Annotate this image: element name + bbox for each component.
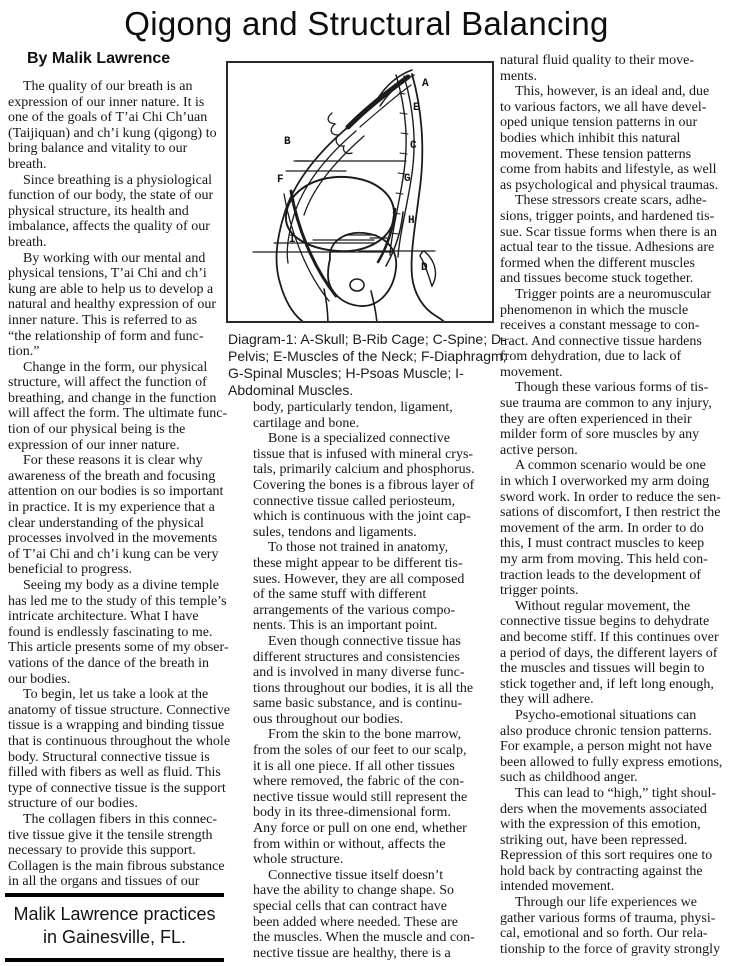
text-line: from dehydration, due to lack of: [500, 349, 682, 365]
text-line: Bone is a specialized connective: [268, 431, 450, 447]
diagram-caption: [228, 331, 518, 399]
text-line: natural and healthy expression of our: [8, 297, 216, 313]
text-line: receives a constant message to con-: [500, 318, 700, 334]
column-right: [500, 53, 730, 957]
text-line: ders when the movements associated: [500, 801, 707, 817]
column-left: [8, 79, 231, 890]
text-line: movement.: [500, 364, 563, 380]
text-line: oped unique tension patterns in our: [500, 115, 698, 131]
text-line: clear understanding of the physical: [8, 515, 204, 531]
text-line: tissue that is infused with mineral crys-: [253, 446, 474, 462]
text-line: movement of the arm. In order to do: [500, 520, 704, 536]
text-line: breath.: [8, 234, 47, 250]
text-line: also produce chronic tension patterns.: [500, 723, 712, 739]
caption-line: Diagram-1: A-Skull; B-Rib Cage; C-Spine; D-: [228, 331, 506, 347]
text-line: this, I must contract muscles to keep: [500, 536, 705, 552]
text-line: our bodies.: [8, 671, 71, 687]
text-line: sword work. In order to reduce the sen-: [500, 489, 721, 505]
text-line: gather various forms of trauma, physi-: [500, 910, 716, 926]
footer-line: Malik Lawrence practices: [13, 904, 216, 924]
text-line: ments.: [500, 68, 537, 84]
text-line: breath.: [8, 156, 47, 172]
text-line: intricate architecture. What I have: [8, 609, 199, 625]
figure-stroke: [371, 291, 377, 321]
diagram-label-A: A: [422, 78, 429, 90]
text-line: cal, emotional and so forth. Our rela-: [500, 926, 708, 942]
text-line: Covering the bones is a fibrous layer of: [253, 477, 475, 493]
text-line: and is involved in many diverse func-: [253, 665, 465, 681]
text-line: awareness of the breath and focusing: [8, 468, 216, 484]
text-line: these might appear to be different tis-: [253, 555, 463, 571]
text-line: connective tissue begins to dehydrate: [500, 614, 710, 630]
text-line: Trigger points are a neuromuscular: [515, 286, 712, 302]
text-line: The quality of our breath is an: [23, 79, 193, 94]
text-line: tion of our physical being is the: [8, 422, 186, 438]
text-line: which is continuous with the joint cap-: [253, 509, 471, 525]
text-line: This article presents some of my obser-: [8, 640, 229, 656]
text-line: (Taijiquan) and ch’i kung (qigong) to: [8, 125, 217, 141]
text-line: The collagen fibers in this connec-: [23, 811, 217, 827]
text-line: This, however, is an ideal and, due: [515, 84, 710, 100]
text-line: whole structure.: [253, 852, 344, 868]
text-line: imbalance, affects the quality of our: [8, 219, 210, 235]
text-line: function of our body, the state of our: [8, 188, 214, 204]
torso-illustration: [228, 63, 492, 321]
diagram-label-G: G: [404, 173, 411, 185]
text-line: they are often experienced in their: [500, 411, 692, 427]
text-line: For these reasons it is clear why: [23, 453, 203, 469]
text-line: vations of the dance of the breath in: [8, 655, 209, 671]
article-title: Qigong and Structural Balancing: [124, 5, 609, 42]
text-line: Repression of this sort requires one to: [500, 848, 713, 864]
text-line: actual tear to the tissue. Adhesions are: [500, 240, 715, 256]
column-middle: [253, 400, 475, 961]
text-line: in which I overworked my arm doing: [500, 474, 710, 490]
caption-line: G-Spinal Muscles; H-Psoas Muscle; I-: [228, 365, 464, 381]
diagram-label-F: F: [277, 174, 284, 186]
figure-stroke: [350, 279, 364, 291]
text-line: from within or without, affects the: [253, 836, 446, 852]
text-line: attention on our bodies is so important: [8, 484, 224, 500]
text-line: the muscles. When the muscle and con-: [253, 930, 475, 946]
text-line: tract. And connective tissue hardens: [500, 333, 702, 349]
text-line: sations of discomfort, I then restrict the: [500, 505, 721, 521]
text-line: sue trauma are common to any injury,: [500, 396, 712, 412]
author-footer: [5, 893, 224, 962]
text-line: Psycho-emotional situations can: [515, 707, 697, 723]
text-line: Even though connective tissue has: [268, 633, 461, 649]
text-line: sues. However, they are all composed: [253, 571, 465, 587]
text-line: beneficial to progress.: [8, 562, 133, 578]
text-line: tions throughout our bodies, it is all the: [253, 680, 474, 696]
text-line: tissue is a wrapping and binding tissue: [8, 718, 225, 734]
diagram-label-B: B: [284, 136, 291, 148]
text-line: Connective tissue itself doesn’t: [268, 867, 444, 883]
text-line: connective tissue called periosteum,: [253, 493, 456, 509]
text-line: nective tissue are healthy, there is a: [253, 945, 451, 961]
text-line: expression of our inner nature.: [8, 437, 180, 453]
text-line: striking out, have been repressed.: [500, 832, 688, 848]
text-line: such as childhood anger.: [500, 770, 638, 786]
text-line: sules, tendons and ligaments.: [253, 524, 417, 540]
text-line: nents. This is an important point.: [253, 618, 438, 634]
text-line: hold back by contracting against the: [500, 863, 703, 879]
text-line: of the same stuff with different: [253, 587, 427, 603]
text-line: intended movement.: [500, 879, 615, 895]
text-line: necessary to provide this support.: [8, 843, 196, 859]
text-line: By working with our mental and: [23, 250, 206, 266]
text-line: Through our life experiences we: [515, 895, 697, 911]
text-line: A common scenario would be one: [515, 458, 706, 474]
text-line: For example, a person might not have: [500, 739, 712, 755]
caption-line: Abdominal Muscles.: [228, 382, 354, 398]
text-line: tionship to the force of gravity strongly: [500, 941, 721, 957]
text-line: anatomy of tissue structure. Connective: [8, 702, 230, 718]
text-line: to various factors, we all have devel-: [500, 99, 707, 115]
text-line: found is endlessly fascinating to me.: [8, 624, 213, 640]
text-line: that is continuous throughout the whole: [8, 733, 231, 749]
text-line: the muscles and tissues will begin to: [500, 661, 705, 677]
text-line: To begin, let us take a look at the: [23, 687, 209, 703]
text-line: trigger points.: [500, 583, 579, 599]
text-line: come from habits and lifestyle, as well: [500, 162, 717, 178]
text-line: tive tissue give it the tensile strength: [8, 827, 213, 843]
text-line: bodies which inhibit this natural: [500, 130, 681, 146]
text-line: expression of our inner nature. It is: [8, 94, 205, 110]
text-line: traction leads to the development of: [500, 567, 701, 583]
text-line: they will adhere.: [500, 692, 594, 708]
text-line: will affect the form. The ultimate func-: [8, 406, 228, 422]
text-line: structure, will affect the function of: [8, 375, 207, 391]
text-line: with the expression of this emotion,: [500, 817, 701, 833]
text-line: physical structure, its health and: [8, 203, 189, 219]
text-line: Seeing my body as a divine temple: [23, 578, 219, 593]
text-line: Without regular movement, the: [515, 598, 691, 614]
text-line: it is all one piece. If all other tissues: [253, 758, 455, 774]
text-line: body, particularly tendon, ligament,: [253, 400, 453, 415]
text-line: and tissues become stuck together.: [500, 271, 694, 287]
text-line: kung are able to help us to develop a: [8, 281, 214, 297]
text-line: from the soles of our feet to our scalp,: [253, 743, 467, 759]
text-line: and become stiff. If this continues over: [500, 629, 719, 645]
text-line: “the relationship of form and func-: [8, 328, 204, 344]
text-line: structure of our bodies.: [8, 796, 138, 812]
text-line: been allowed to fully express emotions,: [500, 754, 723, 770]
text-line: in practice. It is my experience that a: [8, 500, 215, 516]
text-line: arrangements of the various compo-: [253, 602, 456, 618]
text-line: Though these various forms of tis-: [515, 380, 709, 396]
text-line: From the skin to the bone marrow,: [268, 727, 462, 743]
text-line: ous throughout our bodies.: [253, 711, 404, 727]
text-line: stick together and, if left long enough,: [500, 676, 714, 692]
text-line: Any force or pull on one end, whether: [253, 821, 467, 837]
diagram-label-D: D: [421, 262, 428, 274]
figure-stroke: [304, 136, 364, 215]
text-line: one of the goals of T’ai Chi Ch’uan: [8, 110, 208, 126]
text-line: been added where needed. These are: [253, 914, 458, 930]
text-line: my arm from moving. This held con-: [500, 552, 708, 567]
text-line: has led me to the study of this temple’s: [8, 593, 227, 609]
text-line: This can lead to “high,” tight shoul-: [515, 785, 717, 801]
text-line: tals, primarily calcium and phosphorus.: [253, 462, 475, 478]
text-line: movement. These tension patterns: [500, 146, 692, 162]
byline: By Malik Lawrence: [27, 50, 171, 67]
footer-line: in Gainesville, FL.: [42, 927, 187, 947]
text-line: inner nature. This is referred to as: [8, 312, 198, 328]
text-line: phenomenon in which the muscle: [500, 302, 689, 318]
text-line: body in its three-dimensional form.: [253, 805, 451, 821]
text-line: nective tissue would still represent the: [253, 789, 468, 805]
text-line: type of connective tissue is the support: [8, 780, 226, 796]
text-line: processes involved in the movements: [8, 531, 218, 547]
text-line: a period of days, the different layers of: [500, 645, 718, 661]
text-line: different structures and consistencies: [253, 649, 460, 665]
text-line: milder form of sore muscles by any: [500, 427, 700, 443]
text-line: have the ability to change shape. So: [253, 883, 454, 899]
caption-line: Pelvis; E-Muscles of the Neck; F-Diaphragm;: [228, 348, 507, 364]
text-line: body. Structural connective tissue is: [8, 749, 210, 765]
text-line: tion.”: [8, 344, 40, 360]
text-line: of T’ai Chi and ch’i kung can be very: [8, 546, 219, 562]
diagram-label-I: I: [289, 234, 296, 246]
text-line: breathing, and change in the function: [8, 390, 217, 406]
text-line: formed when the different muscles: [500, 255, 695, 271]
text-line: physical tensions, T’ai Chi and ch’i: [8, 266, 207, 282]
text-line: active person.: [500, 442, 578, 458]
text-line: Collagen is the main fibrous substance: [8, 858, 225, 874]
diagram-label-C: C: [410, 140, 417, 152]
text-line: These stressors create scars, adhe-: [515, 193, 707, 209]
anatomy-diagram-box: [226, 61, 494, 323]
diagram-label-H: H: [408, 215, 415, 227]
text-line: special cells that can contract have: [253, 899, 447, 914]
diagram-label-E: E: [413, 102, 420, 114]
text-line: where removed, the fabric of the con-: [253, 774, 465, 790]
text-line: as psychological and physical traumas.: [500, 177, 719, 193]
text-line: bring balance and vitality to our: [8, 141, 188, 157]
figure-stroke: [324, 289, 328, 321]
text-line: natural fluid quality to their move-: [500, 53, 695, 68]
text-line: in all the organs and tissues of our: [8, 874, 200, 890]
text-line: To those not trained in anatomy,: [268, 540, 449, 556]
text-line: cartilage and bone.: [253, 415, 360, 431]
text-line: Since breathing is a physiological: [23, 172, 212, 188]
text-line: filled with fibers as well as fluid. This: [8, 765, 221, 781]
text-line: Change in the form, our physical: [23, 359, 208, 375]
text-line: same basic substance, and is continu-: [253, 696, 463, 712]
text-line: sions, trigger points, and hardened tis-: [500, 208, 715, 224]
text-line: sue. Scar tissue forms when there is an: [500, 224, 717, 240]
